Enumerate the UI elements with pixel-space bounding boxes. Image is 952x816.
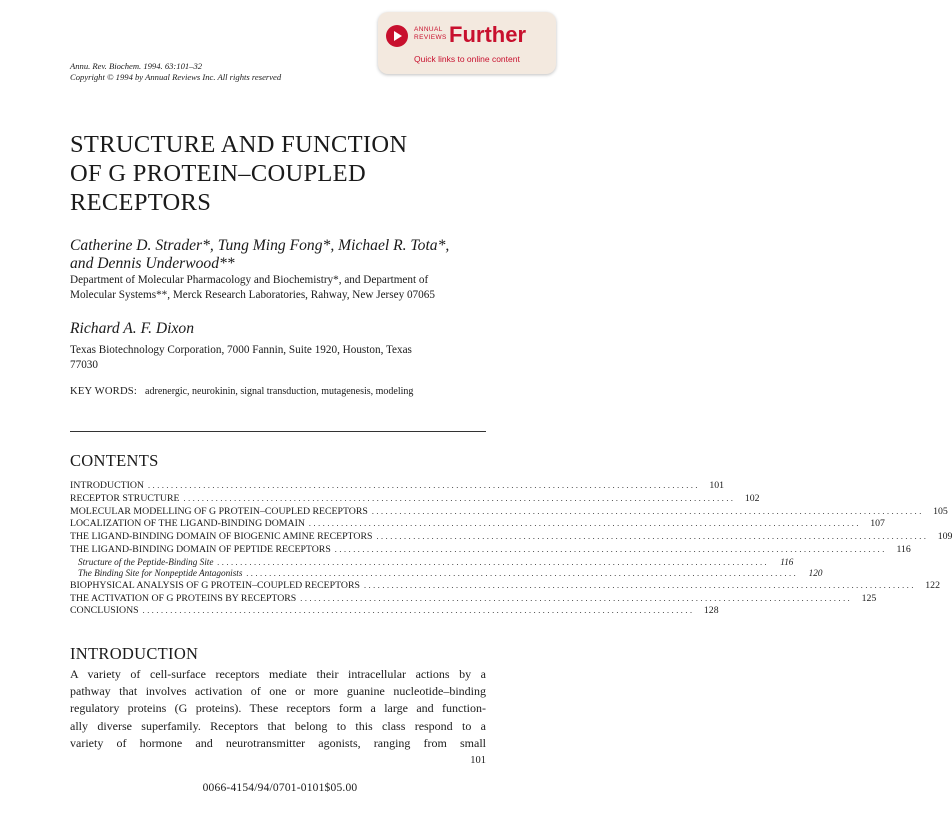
toc-entry[interactable] (70, 531, 952, 544)
toc-page: 107 (870, 518, 885, 530)
toc-entry[interactable] (70, 579, 940, 593)
toc-label: Structure of the Peptide-Binding Site (78, 556, 214, 567)
toc-subentry[interactable] (70, 568, 823, 580)
toc-entry[interactable] (70, 605, 719, 618)
authors (70, 237, 510, 273)
toc-label: BIOPHYSICAL ANALYSIS OF G PROTEIN–COUPLED RECEPTORS (70, 579, 360, 591)
toc-page: 105 (933, 505, 948, 517)
authors-line: and Dennis Underwood** (70, 255, 235, 272)
toc-label: MOLECULAR MODELLING OF G PROTEIN–COUPLED RECEPTORS (70, 505, 368, 517)
toc-page: 116 (896, 543, 911, 555)
introduction-body (70, 666, 486, 752)
toc-entry[interactable] (70, 543, 911, 557)
toc-label: RECEPTOR STRUCTURE (70, 492, 180, 504)
body-line: pathway that involves activation of one or more guanine nucleotide–binding (70, 684, 486, 699)
toc-page: 101 (709, 480, 725, 491)
title-line: STRUCTURE AND FUNCTION (70, 131, 408, 158)
toc-label: INTRODUCTION (70, 480, 145, 491)
toc-leader: ........................................................................................................................ (363, 580, 916, 590)
contents-heading: CONTENTS (70, 451, 159, 470)
banner-subtitle: Quick links to online content (414, 54, 520, 64)
toc-label: THE LIGAND-BINDING DOMAIN OF BIOGENIC AMINE RECEPTORS (70, 531, 373, 543)
body-line: variety of hormone and neurotransmitter agonists, ranging from small (70, 735, 486, 750)
table-of-contents (70, 480, 952, 618)
affiliation-line: Department of Molecular Pharmacology and Biochemistry*, and Department of (70, 274, 429, 286)
toc-leader: ........................................................................................................................ (371, 506, 924, 516)
title-line: OF G PROTEIN–COUPLED (70, 160, 366, 187)
affiliation-merck (70, 273, 520, 303)
body-line: A variety of cell-surface receptors mediate their intracellular actions by a (70, 667, 486, 681)
toc-page: 128 (703, 605, 719, 617)
toc-page: 120 (808, 568, 823, 579)
toc-leader: ........................................................................................................................ (300, 593, 853, 603)
toc-page: 125 (861, 592, 877, 604)
toc-leader: ........................................................................................................................ (142, 606, 695, 616)
toc-label: THE ACTIVATION OF G PROTEINS BY RECEPTORS (70, 592, 297, 604)
toc-entry[interactable] (70, 518, 885, 531)
toc-entry[interactable] (70, 492, 760, 506)
keywords-values: adrenergic, neurokinin, signal transduction, mutagenesis, modeling (145, 386, 414, 397)
citation-copyright: Copyright © 1994 by Annual Reviews Inc. All rights reserved (70, 72, 282, 82)
introduction-heading: INTRODUCTION (70, 644, 199, 663)
toc-page: 109 (937, 531, 952, 543)
author-dixon: Richard A. F. Dixon (70, 320, 195, 337)
authors-line: Catherine D. Strader*, Tung Ming Fong*, Michael R. Tota*, (70, 237, 450, 254)
toc-leader: ........................................................................................................................ (217, 557, 770, 567)
footer-code: 0066-4154/94/0701-0101$05.00 (202, 782, 358, 794)
affiliation-line: Molecular Systems**, Merck Research Laboratories, Rahway, New Jersey 07065 (70, 289, 435, 301)
further-links-banner[interactable] (378, 12, 556, 74)
toc-leader: ........................................................................................................................ (246, 569, 799, 579)
toc-subentry[interactable] (70, 556, 794, 569)
toc-page: 116 (780, 556, 794, 567)
affiliation-texas (70, 343, 520, 373)
toc-page: 122 (925, 579, 940, 591)
toc-page: 102 (744, 492, 760, 504)
citation (70, 61, 370, 83)
play-icon (386, 25, 408, 47)
toc-leader: ........................................................................................................................ (308, 519, 861, 529)
toc-label: THE LIGAND-BINDING DOMAIN OF PEPTIDE RECEPTORS (70, 543, 331, 555)
toc-leader: ........................................................................................................................ (183, 493, 736, 503)
keywords (70, 386, 413, 397)
toc-leader: ........................................................................................................................ (334, 544, 887, 554)
section-divider (70, 431, 486, 432)
keywords-label: KEY WORDS: (70, 386, 138, 397)
toc-label: The Binding Site for Nonpeptide Antagonists (78, 568, 243, 579)
toc-leader: ........................................................................................................................ (148, 481, 701, 490)
affiliation-line: 77030 (70, 359, 98, 371)
affiliation-line: Texas Biotechnology Corporation, 7000 Fannin, Suite 1920, Houston, Texas (70, 344, 412, 356)
toc-entry[interactable] (70, 480, 725, 493)
banner-title: Further (449, 22, 526, 47)
toc-label: CONCLUSIONS (70, 605, 139, 617)
toc-label: LOCALIZATION OF THE LIGAND-BINDING DOMAIN (70, 518, 305, 530)
toc-leader: ........................................................................................................................ (376, 532, 929, 542)
toc-entry[interactable] (70, 505, 948, 519)
citation-journal: Annu. Rev. Biochem. 1994. 63:101–32 (70, 61, 203, 71)
title-line: RECEPTORS (70, 189, 212, 216)
paper-title (70, 130, 490, 217)
body-line: ally diverse superfamily. Receptors that belong to this class respond to a (70, 718, 486, 733)
body-line: regulatory proteins (G proteins). These receptors form a large and function- (70, 701, 486, 716)
banner-brand-line2: REVIEWS (414, 34, 447, 41)
toc-entry[interactable] (70, 592, 877, 606)
banner-brand-line1: ANNUAL (414, 26, 443, 33)
page-number: 101 (470, 755, 486, 766)
